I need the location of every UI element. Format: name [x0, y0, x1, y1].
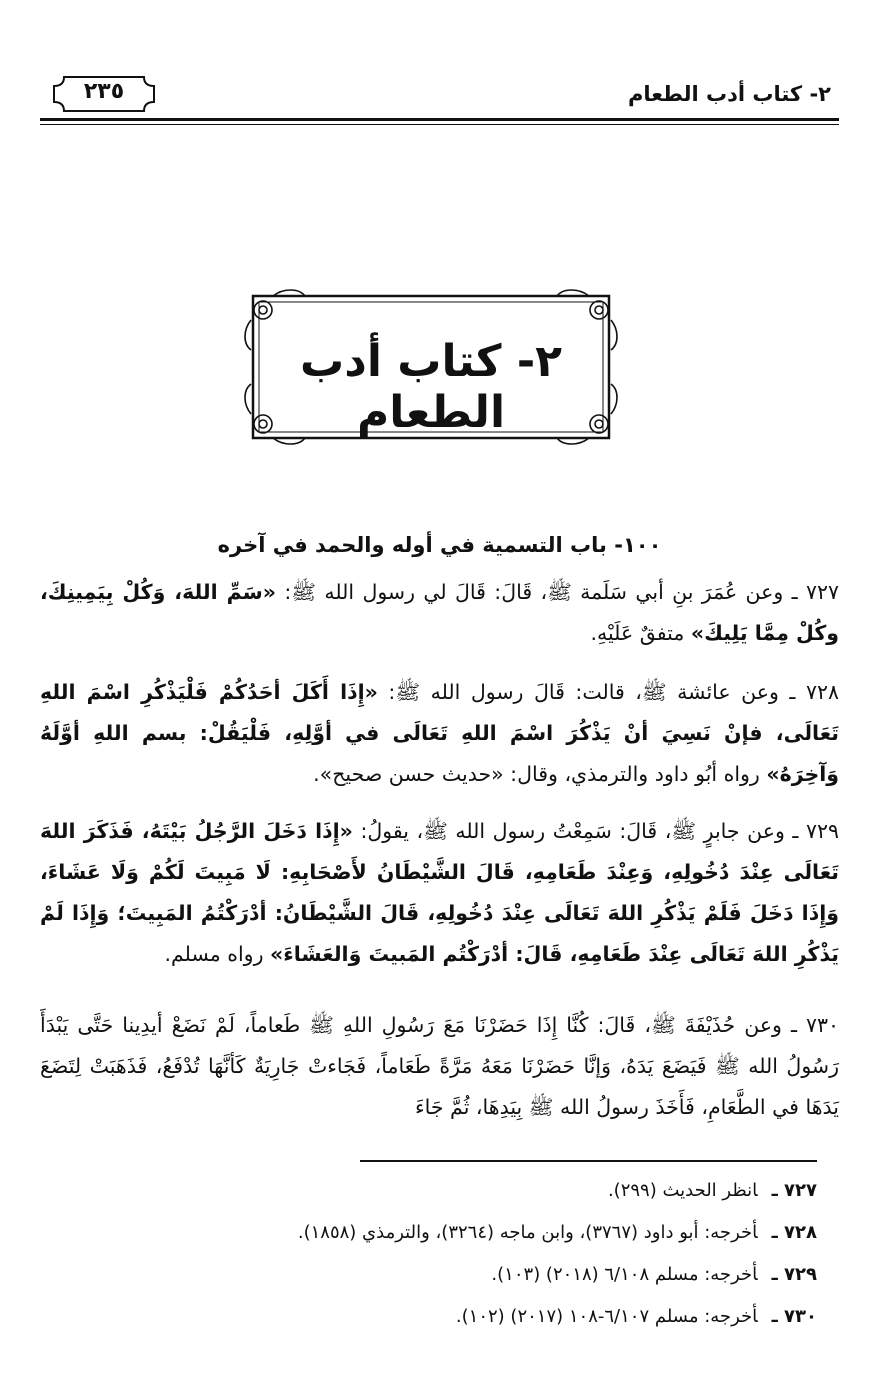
- page-number-cartouche: [50, 74, 158, 114]
- book-title: ٢- كتاب أدب الطعام: [300, 336, 562, 438]
- hadith-intro: ٧٢٧ ـ وعن عُمَرَ بنِ أبي سَلَمة ﷺ، قَالَ: قَالَ لي رسول الله ﷺ:: [276, 580, 839, 604]
- footnote-text: أخرجه: مسلم ٦/١٠٧-١٠٨ (٢٠١٧) (١٠٢).: [455, 1306, 758, 1327]
- hadith-727: [40, 572, 839, 654]
- hadith-intro: ٧٢٩ ـ وعن جابرٍ ﷺ، قَالَ: سَمِعْتُ رسول الله ﷺ، يقولُ:: [352, 819, 840, 843]
- hadith-quote: «إِذَا أَكَلَ أحَدُكُمْ فَلْيَذْكُرِ اسْمَ اللهِ تَعَالَى، فإنْ نَسِيَ أنْ يَذْكُرَ اسْمَ اللهِ تَعَالَى في أوَّلِهِ، فَلْيَقُلْ: بسم اللهِ أوَّلَهُ وَآخِرَهُ»: [40, 680, 839, 786]
- hadith-730: [40, 1005, 839, 1128]
- footnote-number: ٧٢٨ ـ: [771, 1222, 817, 1243]
- hadith-quote: «إِذَا دَخَلَ الرَّجُلُ بَيْتَهُ، فَذَكَرَ اللهَ تَعَالَى عِنْدَ دُخُولِهِ، وَعِنْدَ طَعَامِهِ، قَالَ الشَّيْطَانُ لأَصْحَابِهِ: لَا مَبِيتَ لَكُمْ وَلَا عَشَاءَ، وَإِذَا دَخَلَ فَلَمْ يَذْكُرِ اللهَ تَعَالَى عِنْدَ دُخُولِهِ، قَالَ الشَّيْطَانُ: أدْرَكْتُمُ المَبِيتَ؛ وَإِذَا لَمْ يَذْكُرِ اللهَ تَعَالَى عِنْدَ طَعَامِهِ، قَالَ: أدْرَكْتُم المَبيتَ وَالعَشَاءَ»: [40, 819, 839, 966]
- footnote-number: ٧٣٠ ـ: [771, 1306, 817, 1327]
- footnote: [40, 1218, 817, 1260]
- hadith-source: رواه مسلم.: [164, 942, 270, 966]
- footnote-separator: [360, 1160, 817, 1162]
- book-title-frame: [243, 288, 619, 446]
- footnote-text: انظر الحديث (٢٩٩).: [607, 1180, 758, 1201]
- hadith-728: [40, 672, 839, 795]
- hadith-quote: «سَمِّ اللهَ، وَكُلْ بِيَمِينِكَ، وكُلْ مِمَّا يَلِيكَ»: [40, 580, 839, 645]
- footnote: [40, 1260, 817, 1302]
- hadith-intro: ٧٢٨ ـ وعن عائشة ﷺ، قالت: قَالَ رسول الله ﷺ:: [377, 680, 840, 704]
- running-header: [40, 74, 839, 122]
- page-number: ٢٣٥: [83, 79, 125, 104]
- hadith-source: متفقٌ عَلَيْهِ.: [590, 621, 691, 645]
- header-rule-thick: [40, 118, 839, 121]
- footnote: [40, 1302, 817, 1344]
- footnote-text: أخرجه: أبو داود (٣٧٦٧)، وابن ماجه (٣٢٦٤)، والترمذي (١٨٥٨).: [297, 1222, 758, 1243]
- running-title: ٢- كتاب أدب الطعام: [628, 82, 831, 106]
- footnote-number: ٧٢٩ ـ: [771, 1264, 817, 1285]
- footnote: [40, 1176, 817, 1218]
- footnotes: [40, 1176, 817, 1344]
- footnote-text: أخرجه: مسلم ٦/١٠٨ (٢٠١٨) (١٠٣).: [491, 1264, 758, 1285]
- chapter-title: ١٠٠- باب التسمية في أوله والحمد في آخره: [217, 533, 662, 557]
- hadith-source: رواه أبُو داود والترمذي، وقال: «حديث حسن صحيح».: [313, 762, 767, 786]
- header-rule-thin: [40, 124, 839, 125]
- hadith-intro: ٧٣٠ ـ وعن حُذَيْفَةَ ﷺ، قَالَ: كُنَّا إِذَا حَضَرْنَا مَعَ رَسُولِ اللهِ ﷺ طَعاماً، لَمْ نَضَعْ أيدِينا حَتَّى يَبْدَأَ رَسُولُ الله ﷺ فَيَضَعَ يَدَهُ، وَإنَّا حَضَرْنَا مَعَهُ مَرَّةً طَعَاماً، فَجَاءتْ جَارِيَةٌ كَأنَّهَا تُدْفَعُ، فَذَهَبَتْ لِتَضَعَ يَدَهَا في الطَّعَامِ، فَأَخَذَ رسولُ الله ﷺ بِيَدِهَا، ثُمَّ جَاءَ: [40, 1013, 839, 1119]
- footnote-number: ٧٢٧ ـ: [771, 1180, 817, 1201]
- hadith-729: [40, 811, 839, 975]
